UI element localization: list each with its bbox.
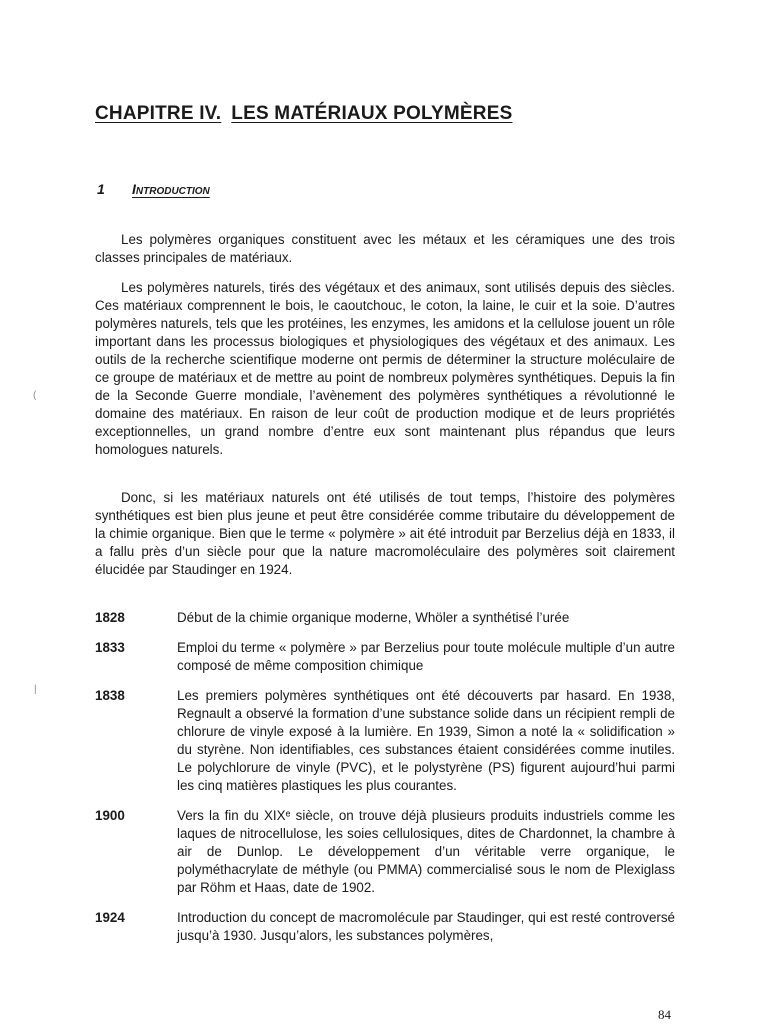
page-number: 84 (658, 1007, 671, 1022)
timeline-row (95, 639, 675, 675)
timeline-description: Vers la fin du XIXᵉ siècle, on trouve déjà plusieurs produits industriels comme les laques de nitrocellulose, les soies cellulosiques, dites de Chardonnet, la chambre à air de Dunlop. Le développement d’un véritable verre organique, le polyméthacrylate de méthyle (ou PMMA) commercialisé sous le nom de Plexiglass par Röhm et Haas, date de 1902. (177, 808, 675, 895)
paragraph-history: Donc, si les matériaux naturels ont été utilisés de tout temps, l’histoire des polymères synthétiques est bien plus jeune et peut être considérée comme tributaire du développement de la chimie organique. Bien que le terme « polymère » ait été introduit par Berzelius déjà en 1833, il a fallu près d’un siècle pour que la nature macromoléculaire des polymères soit clairement élucidée par Staudinger en 1924. (95, 490, 675, 577)
margin-mark: ( (33, 390, 37, 401)
chapter-number: CHAPITRE IV. (95, 103, 222, 124)
timeline-description: Début de la chimie organique moderne, Whöler a synthétisé l’urée (177, 610, 570, 625)
history-timeline (95, 609, 675, 957)
timeline-year: 1900 (95, 808, 125, 823)
timeline-description: Introduction du concept de macromolécule par Staudinger, qui est resté controversé jusqu’à 1930. Jusqu’alors, les substances polymères, (177, 910, 675, 943)
timeline-row (95, 807, 675, 897)
paragraph-intro: Les polymères organiques constituent avec les métaux et les céramiques une des trois classes principales de matériaux. (95, 232, 675, 265)
chapter-name: LES MATÉRIAUX POLYMÈRES (231, 103, 513, 124)
margin-mark: | (34, 684, 37, 695)
timeline-description: Emploi du terme « polymère » par Berzelius pour toute molécule multiple d’un autre composé de même composition chimique (177, 640, 675, 673)
timeline-row (95, 687, 675, 795)
timeline-year: 1838 (95, 688, 125, 703)
timeline-year: 1833 (95, 640, 125, 655)
paragraph-natural-polymers: Les polymères naturels, tirés des végétaux et des animaux, sont utilisés depuis des siècles. Ces matériaux comprennent le bois, le caoutchouc, le coton, la laine, le cuir et la soie. D’autres polymères naturels, tels que les protéines, les enzymes, les amidons et la cellulose jouent un rôle important dans les processus biologiques et physiologiques des végétaux et des animaux. Les outils de la recherche scientifique moderne ont permis de déterminer la structure moléculaire de ce groupe de matériaux et de mettre au point de nombreux polymères synthétiques. Depuis la fin de la Seconde Guerre mondiale, l’avènement des polymères synthétiques a révolutionné le domaine des matériaux. En raison de leur coût de production modique et de leurs propriétés exceptionnelles, un grand nombre d’entre eux sont maintenant plus répandus que leurs homologues naturels. (95, 280, 675, 457)
timeline-row (95, 609, 675, 627)
section-heading (97, 181, 210, 197)
timeline-year: 1924 (95, 910, 125, 925)
timeline-description: Les premiers polymères synthétiques ont été découverts par hasard. En 1938, Regnault a observé la formation d’une substance solide dans un récipient rempli de chlorure de vinyle exposé à la lumière. En 1939, Simon a noté la « solidification » du styrène. Non identifiables, ces substances étaient considérées comme inutiles. Le polychlorure de vinyle (PVC), et le polystyrène (PS) figurent aujourd’hui parmi les cinq matières plastiques les plus courantes. (177, 688, 675, 793)
section-title: Introduction (132, 181, 210, 197)
timeline-year: 1828 (95, 610, 125, 625)
timeline-row (95, 909, 675, 945)
section-number: 1 (97, 181, 105, 197)
chapter-title (95, 103, 512, 125)
